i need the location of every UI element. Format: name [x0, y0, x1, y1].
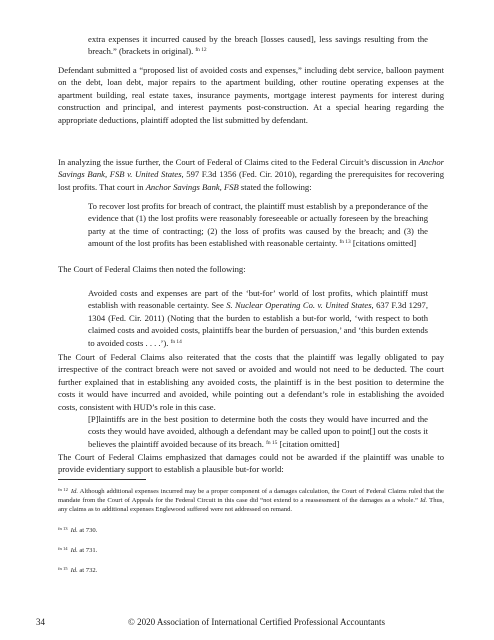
- case-citation: Anchor Savings Bank, FSB v. United States: [58, 157, 444, 180]
- id-citation: Id.: [70, 547, 78, 554]
- footnote-ref-13[interactable]: fn 13: [339, 239, 351, 246]
- text-span: [citations omitted]: [350, 238, 417, 249]
- block-quote-avoided-costs: [88, 287, 428, 349]
- footnote-ref-14[interactable]: fn 14: [170, 338, 182, 345]
- footnote-12: [58, 487, 444, 515]
- id-citation: Id.: [70, 527, 78, 534]
- case-citation: S. Nuclear Operating Co. v. United States: [226, 300, 372, 311]
- quote-continuation: [88, 33, 428, 58]
- text-span: Avoided costs and expenses are part of the ‘but-for’ world of lost profits, which plaintiff must establish with reasonable certainty. See: [88, 288, 428, 311]
- paragraph-emphasized: The Court of Federal Claims emphasized that damages could not be awarded if the plaintiff was unable to provide evidentiary support to establish a plausible but-for world:: [58, 452, 444, 475]
- footnote-number: fn 12: [58, 487, 68, 492]
- paragraph-anchor-savings: [58, 156, 444, 193]
- footnote-15: [58, 566, 444, 575]
- text-span: extra expenses it incurred caused by the breach [losses caused], less savings resulting from the breach.” (brackets in original).: [88, 34, 428, 57]
- block-quote-lost-profits: [88, 200, 428, 250]
- copyright-notice: © 2020 Association of International Certified Professional Accountants: [128, 617, 386, 627]
- footnote-ref-15[interactable]: fn 15: [266, 439, 278, 446]
- text-span: Thus, any claims as to additional expenses Englewood suffered were not addressed on remand.: [58, 497, 445, 514]
- footnote-number: fn 14: [58, 546, 68, 551]
- id-citation: Id.: [70, 567, 78, 574]
- text-span: [P]laintiffs are in the best position to determine both the costs they would have incurred and the costs they would have avoided, although a defendant may be called upon to point[] out the costs it believes the plaintiff avoided because of its breach.: [88, 414, 428, 449]
- text-span: at 732.: [77, 567, 98, 574]
- text-span: In analyzing the issue further, the Court of Federal of Claims cited to the Federal Circuit’s discussion in: [58, 157, 419, 167]
- text-span: To recover lost profits for breach of contract, the plaintiff must establish by a preponderance of the evidence that (1) the lost profits were reasonably foreseeable or actually foreseen by the breaching party at the time of contracting; (2) the loss of profits was caused by the breach; and (3) the amount of the lost profits has been established with reasonable certainty.: [88, 201, 428, 249]
- paragraph-reiterated: The Court of Federal Claims also reiterated that the costs that the plaintiff was legally obligated to pay irrespective of the contract breach were not saved or avoided and would not need to be deducted. The court further explained that in establishing any avoided costs, the plaintiff is in the best position to determine the costs it would have incurred and avoided, while pointing out a defendant’s role in establishing the avoided costs, consistent with HUD’s role in this case.: [58, 352, 444, 412]
- text-span: , 637 F.3d 1297, 1304 (Fed. Cir. 2011) (Noting that the burden to establish a but-for world, ‘with respect to both claimed costs and avoided costs, plaintiffs bear the burden of persuasion,’ and ‘this burden extends to avoided costs . . . .’).: [88, 300, 428, 348]
- text-span: [citation omitted]: [277, 438, 340, 449]
- footnote-divider: [58, 479, 146, 480]
- id-citation: Id.: [420, 497, 428, 505]
- text-span: at 730.: [77, 527, 98, 534]
- text-span: stated the following:: [238, 181, 312, 192]
- block-quote-best-position: [88, 413, 428, 450]
- footnote-ref-12[interactable]: fn 12: [195, 47, 207, 54]
- text-span: Although additional expenses incurred may be a proper component of a damages calculation, the Court of Federal Claims ruled that the mandate from the Court of Appeals for the Federal Circuit in this case did “not extend to a reassessment of the damages as a whole.”: [58, 488, 444, 505]
- footnote-number: fn 15: [58, 566, 68, 571]
- footnote-14: [58, 546, 444, 555]
- paragraph-then-noted: The Court of Federal Claims then noted the following:: [58, 264, 246, 274]
- footnote-number: fn 13: [58, 526, 68, 531]
- case-citation: Anchor Savings Bank, FSB: [145, 181, 239, 192]
- text-span: , 597 F.3d 1356 (Fed. Cir. 2010), regarding the prerequisites for recovering lost profits. That court in: [58, 169, 444, 192]
- page-number: 34: [36, 617, 45, 627]
- footnote-13: [58, 526, 444, 535]
- text-span: at 731.: [77, 547, 98, 554]
- paragraph-proposed-list: Defendant submitted a “proposed list of avoided costs and expenses,” including debt service, balloon payment on the debt, loan debt, major repairs to the apartment building, other routine operating expenses at the apartment building, real estate taxes, insurance payments, mortgage interest payments for interest during construction and principal, and interest payments post-construction. At a special hearing regarding the appropriate deductions, plaintiff adopted the list submitted by defendant.: [58, 65, 444, 125]
- id-citation: Id.: [70, 488, 79, 495]
